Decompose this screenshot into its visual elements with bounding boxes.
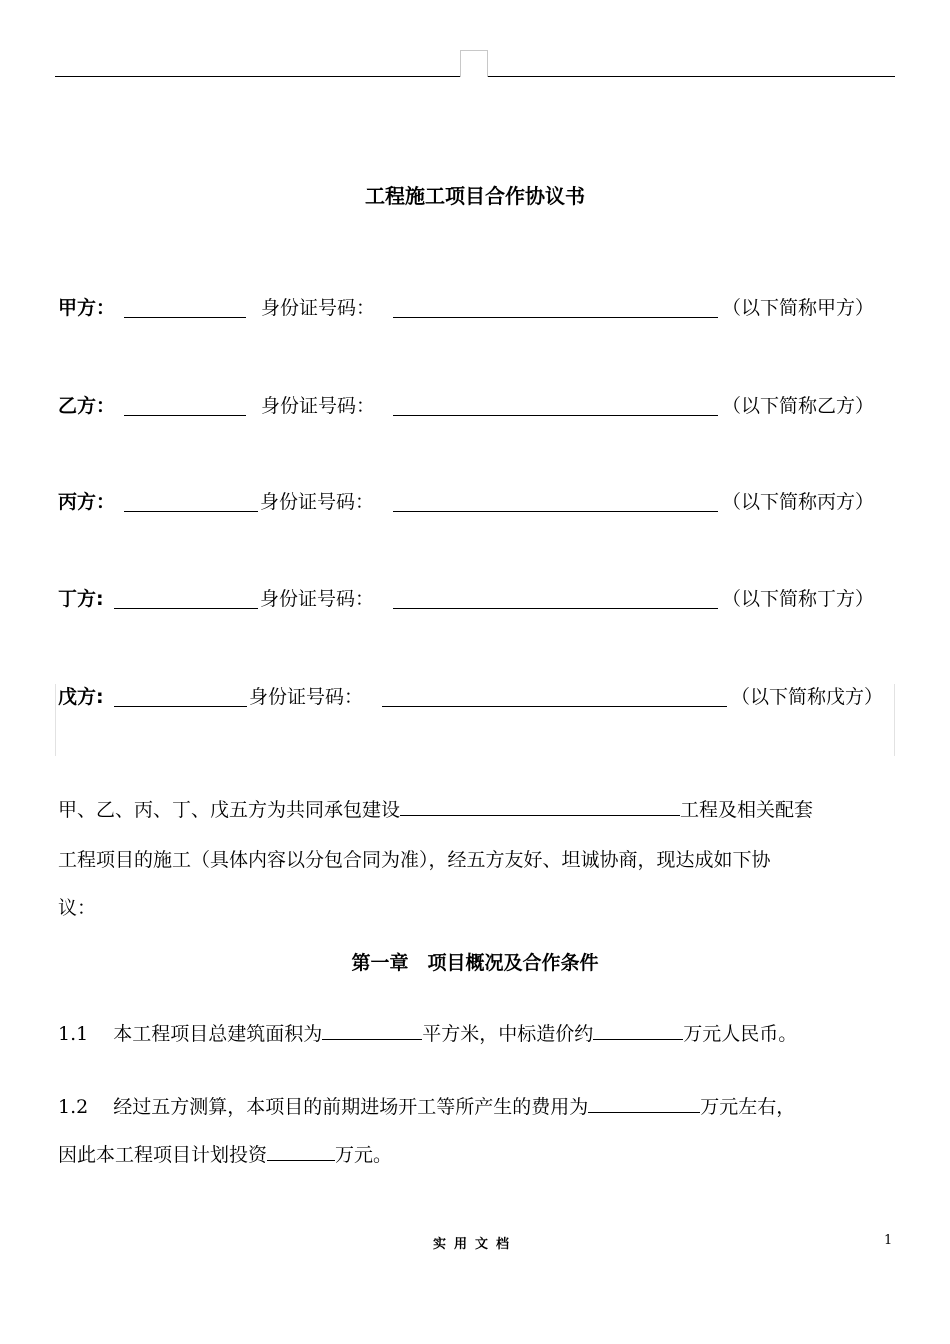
intro-line-3: 议： (58, 897, 97, 919)
id-blank[interactable] (393, 584, 718, 609)
clause-text-c: 万元人民币。 (683, 1023, 798, 1045)
party-name: 丁方: (58, 588, 104, 610)
clause-1-2-line-1 (58, 1092, 795, 1119)
clause-text-b: 平方米，中标造价约 (422, 1023, 594, 1045)
clause-text-a: 本工程项目总建筑面积为 (113, 1023, 323, 1045)
name-blank[interactable] (124, 391, 246, 416)
clause-text-a: 经过五方测算，本项目的前期进场开工等所产生的费用为 (113, 1096, 589, 1118)
intro-line-1 (58, 795, 813, 822)
party-suffix: （以下简称戊方） (731, 686, 884, 708)
id-label: 身份证号码： (261, 395, 376, 417)
id-blank[interactable] (393, 391, 718, 416)
id-label: 身份证号码： (260, 491, 375, 513)
name-blank[interactable] (124, 293, 246, 318)
name-blank[interactable] (124, 487, 258, 512)
party-row-jia (58, 293, 898, 323)
clause-text-c: 因此本工程项目计划投资 (58, 1144, 268, 1166)
name-blank[interactable] (114, 682, 247, 707)
party-row-bing (58, 487, 898, 517)
party-suffix: （以下简称乙方） (722, 395, 875, 417)
clause-text-d: 万元。 (335, 1144, 393, 1166)
id-label: 身份证号码： (261, 297, 376, 319)
party-suffix: （以下简称丙方） (722, 491, 875, 513)
party-name: 乙方： (58, 395, 116, 417)
document-title: 工程施工项目合作协议书 (365, 184, 585, 208)
chapter-heading: 第一章 项目概况及合作条件 (351, 952, 599, 974)
id-label: 身份证号码： (260, 588, 375, 610)
page-number: 1 (884, 1233, 893, 1248)
intro-text-b: 工程及相关配套 (680, 799, 814, 821)
id-blank[interactable] (393, 487, 718, 512)
party-name: 戊方: (58, 686, 104, 708)
clause-1-2-line-2 (58, 1140, 392, 1167)
header-tab-box (460, 50, 488, 77)
id-label: 身份证号码： (249, 686, 364, 708)
clause-number: 1.1 (58, 1023, 89, 1045)
id-blank[interactable] (393, 293, 718, 318)
project-name-blank[interactable] (400, 795, 680, 816)
price-blank[interactable] (593, 1019, 683, 1040)
clause-text-b: 万元左右， (700, 1096, 796, 1118)
id-blank[interactable] (382, 682, 727, 707)
party-row-ding (58, 584, 898, 614)
party-row-wu (58, 682, 894, 712)
party-row-yi (58, 391, 898, 421)
clause-number: 1.2 (58, 1096, 89, 1118)
clause-1-1 (58, 1019, 797, 1046)
footer-text: 实用文档 (432, 1237, 517, 1252)
investment-blank[interactable] (267, 1140, 335, 1161)
party-suffix: （以下简称丁方） (722, 588, 875, 610)
area-blank[interactable] (322, 1019, 422, 1040)
party-name: 丙方： (58, 491, 116, 513)
intro-line-2: 工程项目的施工（具体内容以分包合同为准），经五方友好、坦诚协商，现达成如下协 (58, 849, 771, 871)
intro-text-a: 甲、乙、丙、丁、戊五方为共同承包建设 (58, 799, 401, 821)
party-name: 甲方： (58, 297, 116, 319)
party-suffix: （以下简称甲方） (722, 297, 875, 319)
name-blank[interactable] (114, 584, 258, 609)
cost-blank[interactable] (588, 1092, 700, 1113)
